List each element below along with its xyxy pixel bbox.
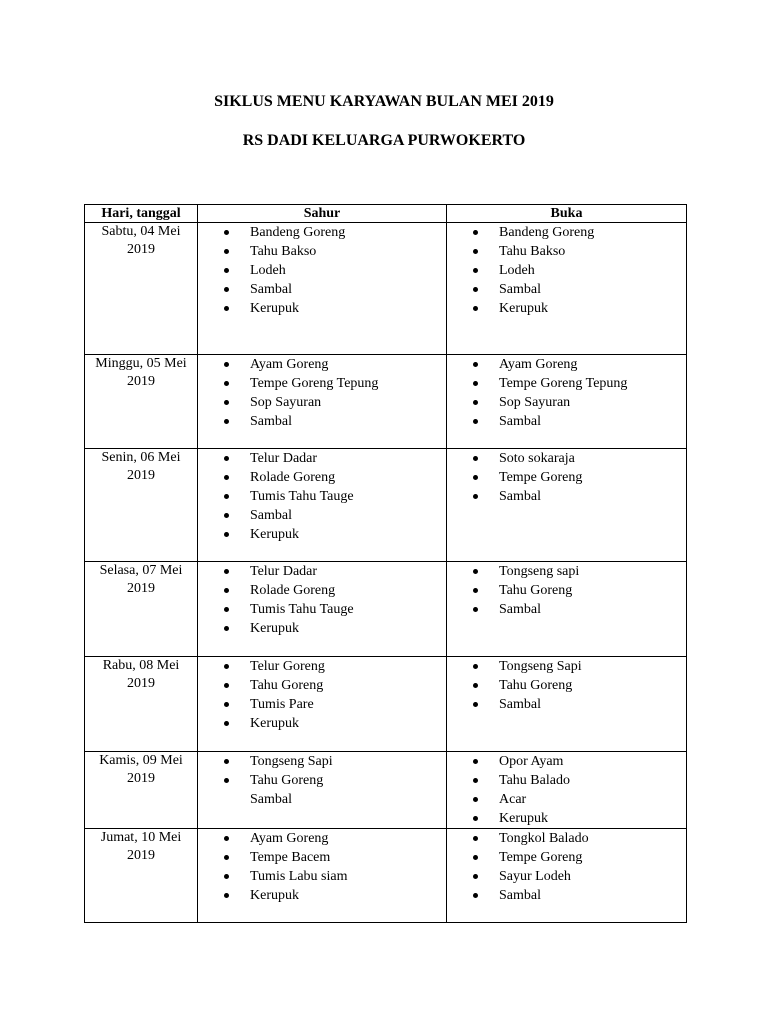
bullet-icon <box>224 456 229 461</box>
item-text: Kerupuk <box>250 301 299 316</box>
buka-list <box>447 752 686 828</box>
item-text: Sop Sayuran <box>499 395 571 410</box>
buka-cell <box>447 355 687 449</box>
list-item <box>224 714 446 733</box>
list-item <box>473 562 686 581</box>
buka-cell <box>447 657 687 752</box>
list-item <box>224 829 446 848</box>
header-buka: Buka <box>447 205 687 223</box>
bullet-icon <box>224 230 229 235</box>
list-item <box>224 355 446 374</box>
sahur-cell <box>198 657 447 752</box>
bullet-icon <box>224 569 229 574</box>
list-item <box>224 848 446 867</box>
day-text: Senin, 06 Mei <box>101 450 181 465</box>
bullet-icon <box>473 797 478 802</box>
bullet-icon <box>473 287 478 292</box>
list-item <box>224 468 446 487</box>
item-text: Kerupuk <box>250 527 299 542</box>
buka-list <box>447 449 686 506</box>
day-cell <box>85 829 198 923</box>
list-item <box>473 299 686 318</box>
bullet-icon <box>473 893 478 898</box>
bullet-icon <box>224 532 229 537</box>
item-text: Kerupuk <box>250 716 299 731</box>
item-text: Tahu Balado <box>499 773 570 788</box>
list-item <box>224 374 446 393</box>
item-text: Tahu Bakso <box>250 244 317 259</box>
item-text: Sambal <box>250 508 292 523</box>
list-item <box>224 261 446 280</box>
item-text: Soto sokaraja <box>499 451 575 466</box>
menu-table <box>84 204 687 923</box>
list-item <box>473 771 686 790</box>
sahur-list <box>198 355 446 431</box>
day-text: 2019 <box>127 374 155 389</box>
bullet-icon <box>224 494 229 499</box>
list-item <box>473 809 686 828</box>
sahur-list <box>198 829 446 905</box>
list-item <box>473 223 686 242</box>
list-item <box>473 676 686 695</box>
bullet-icon <box>473 664 478 669</box>
bullet-icon <box>473 475 478 480</box>
list-item <box>224 280 446 299</box>
sahur-cell <box>198 449 447 562</box>
list-item <box>473 468 686 487</box>
buka-list <box>447 223 686 318</box>
day-cell <box>85 223 198 355</box>
table-row <box>85 657 687 752</box>
bullet-icon <box>224 513 229 518</box>
item-text: Lodeh <box>250 263 286 278</box>
item-text: Kerupuk <box>250 621 299 636</box>
item-text: Sambal <box>250 792 292 807</box>
list-item <box>473 374 686 393</box>
bullet-icon <box>473 588 478 593</box>
list-item <box>224 449 446 468</box>
bullet-icon <box>224 683 229 688</box>
table-row <box>85 752 687 829</box>
buka-cell <box>447 829 687 923</box>
day-text: 2019 <box>127 242 155 257</box>
bullet-icon <box>224 249 229 254</box>
item-text: Telur Dadar <box>250 564 318 579</box>
sahur-list <box>198 223 446 318</box>
sahur-cell <box>198 562 447 657</box>
list-item <box>473 886 686 905</box>
bullet-icon <box>473 268 478 273</box>
bullet-icon <box>473 855 478 860</box>
item-text: Sambal <box>499 414 541 429</box>
item-text: Sambal <box>499 489 541 504</box>
list-item <box>224 867 446 886</box>
list-item <box>473 242 686 261</box>
day-text: Kamis, 09 Mei <box>99 753 183 768</box>
list-item <box>473 449 686 468</box>
list-item <box>473 752 686 771</box>
item-text: Tempe Bacem <box>250 850 331 865</box>
bullet-icon <box>224 588 229 593</box>
list-item <box>473 829 686 848</box>
item-text: Acar <box>499 792 527 807</box>
item-text: Tempe Goreng <box>499 470 583 485</box>
day-text: Selasa, 07 Mei <box>99 563 183 578</box>
item-text: Tempe Goreng Tepung <box>250 376 379 391</box>
item-text: Ayam Goreng <box>499 357 578 372</box>
bullet-icon <box>224 702 229 707</box>
list-item <box>473 581 686 600</box>
list-item <box>473 393 686 412</box>
sahur-list <box>198 449 446 544</box>
bullet-icon <box>224 626 229 631</box>
item-text: Sambal <box>250 414 292 429</box>
bullet-icon <box>224 475 229 480</box>
table-header-row <box>85 205 687 223</box>
bullet-icon <box>473 607 478 612</box>
item-text: Tongseng Sapi <box>499 659 582 674</box>
item-text: Tahu Goreng <box>499 678 573 693</box>
item-text: Bandeng Goreng <box>250 225 346 240</box>
item-text: Sambal <box>499 697 541 712</box>
item-text: Tongseng sapi <box>499 564 580 579</box>
list-item <box>224 299 446 318</box>
buka-cell <box>447 752 687 829</box>
buka-list <box>447 829 686 905</box>
list-item <box>473 600 686 619</box>
table-row <box>85 829 687 923</box>
day-text: Sabtu, 04 Mei <box>101 224 181 239</box>
bullet-icon <box>224 306 229 311</box>
sahur-list <box>198 752 446 809</box>
day-text: 2019 <box>127 771 155 786</box>
bullet-icon <box>473 249 478 254</box>
bullet-icon <box>224 381 229 386</box>
item-text: Sambal <box>250 282 292 297</box>
item-text: Rolade Goreng <box>250 470 336 485</box>
sahur-list <box>198 562 446 638</box>
item-text: Telur Dadar <box>250 451 318 466</box>
sahur-list <box>198 657 446 733</box>
bullet-icon <box>473 230 478 235</box>
bullet-icon <box>473 456 478 461</box>
day-text: Jumat, 10 Mei <box>100 830 182 845</box>
list-item <box>473 657 686 676</box>
list-item <box>473 261 686 280</box>
item-text: Kerupuk <box>499 301 548 316</box>
item-text: Sayur Lodeh <box>499 869 571 884</box>
bullet-icon <box>473 759 478 764</box>
buka-cell <box>447 449 687 562</box>
item-text: Tempe Goreng Tepung <box>499 376 628 391</box>
list-item <box>224 790 446 809</box>
item-text: Sambal <box>499 282 541 297</box>
bullet-icon <box>224 893 229 898</box>
item-text: Tumis Tahu Tauge <box>250 602 354 617</box>
bullet-icon <box>473 362 478 367</box>
bullet-icon <box>224 721 229 726</box>
header-sahur: Sahur <box>198 205 447 223</box>
list-item <box>224 600 446 619</box>
item-text: Ayam Goreng <box>250 357 329 372</box>
list-item <box>224 506 446 525</box>
bullet-icon <box>473 816 478 821</box>
buka-cell <box>447 562 687 657</box>
list-item <box>224 619 446 638</box>
bullet-icon <box>224 362 229 367</box>
document-subtitle: RS DADI KELUARGA PURWOKERTO <box>242 132 526 149</box>
document-title: SIKLUS MENU KARYAWAN BULAN MEI 2019 <box>214 93 554 110</box>
bullet-icon <box>224 836 229 841</box>
item-text: Tahu Goreng <box>250 773 324 788</box>
list-item <box>473 412 686 431</box>
day-cell <box>85 562 198 657</box>
bullet-icon <box>473 874 478 879</box>
sahur-cell <box>198 829 447 923</box>
list-item <box>224 242 446 261</box>
item-text: Sambal <box>499 888 541 903</box>
item-text: Tahu Goreng <box>499 583 573 598</box>
day-text: 2019 <box>127 468 155 483</box>
day-text: 2019 <box>127 581 155 596</box>
list-item <box>473 695 686 714</box>
table-row <box>85 449 687 562</box>
list-item <box>224 412 446 431</box>
table-row <box>85 562 687 657</box>
bullet-icon <box>224 855 229 860</box>
list-item <box>473 867 686 886</box>
day-cell <box>85 449 198 562</box>
item-text: Tongkol Balado <box>499 831 589 846</box>
list-item <box>473 790 686 809</box>
item-text: Rolade Goreng <box>250 583 336 598</box>
table-row <box>85 355 687 449</box>
item-text: Tahu Goreng <box>250 678 324 693</box>
bullet-icon <box>473 494 478 499</box>
list-item <box>224 676 446 695</box>
bullet-icon <box>473 569 478 574</box>
item-text: Tumis Tahu Tauge <box>250 489 354 504</box>
item-text: Tongseng Sapi <box>250 754 333 769</box>
table-body <box>85 223 687 923</box>
item-text: Telur Goreng <box>250 659 325 674</box>
day-cell <box>85 355 198 449</box>
item-text: Sambal <box>499 602 541 617</box>
list-item <box>224 487 446 506</box>
item-text: Kerupuk <box>499 811 548 826</box>
list-item <box>224 752 446 771</box>
item-text: Tahu Bakso <box>499 244 566 259</box>
day-cell <box>85 752 198 829</box>
list-item <box>224 393 446 412</box>
bullet-icon <box>224 778 229 783</box>
item-text: Tempe Goreng <box>499 850 583 865</box>
bullet-icon <box>473 400 478 405</box>
item-text: Kerupuk <box>250 888 299 903</box>
buka-list <box>447 562 686 619</box>
table-row <box>85 223 687 355</box>
list-item <box>224 657 446 676</box>
sahur-cell <box>198 355 447 449</box>
bullet-icon <box>473 836 478 841</box>
day-cell <box>85 657 198 752</box>
bullet-icon <box>473 419 478 424</box>
day-text: Minggu, 05 Mei <box>95 356 187 371</box>
list-item <box>224 223 446 242</box>
item-text: Tumis Pare <box>250 697 314 712</box>
bullet-icon <box>224 287 229 292</box>
sahur-cell <box>198 752 447 829</box>
buka-list <box>447 355 686 431</box>
day-text: 2019 <box>127 676 155 691</box>
bullet-icon <box>473 683 478 688</box>
bullet-icon <box>473 702 478 707</box>
item-text: Tumis Labu siam <box>250 869 348 884</box>
day-text: Rabu, 08 Mei <box>102 658 180 673</box>
bullet-icon <box>473 778 478 783</box>
item-text: Sop Sayuran <box>250 395 322 410</box>
bullet-icon <box>224 874 229 879</box>
list-item <box>473 280 686 299</box>
bullet-icon <box>473 381 478 386</box>
bullet-icon <box>473 306 478 311</box>
buka-list <box>447 657 686 714</box>
bullet-icon <box>224 400 229 405</box>
list-item <box>224 695 446 714</box>
list-item <box>224 886 446 905</box>
list-item <box>224 771 446 790</box>
item-text: Ayam Goreng <box>250 831 329 846</box>
item-text: Bandeng Goreng <box>499 225 595 240</box>
item-text: Opor Ayam <box>499 754 564 769</box>
header-day: Hari, tanggal <box>85 205 198 223</box>
bullet-icon <box>224 664 229 669</box>
bullet-icon <box>224 759 229 764</box>
bullet-icon <box>224 419 229 424</box>
list-item <box>224 562 446 581</box>
buka-cell <box>447 223 687 355</box>
bullet-icon <box>224 607 229 612</box>
list-item <box>224 581 446 600</box>
bullet-icon <box>224 268 229 273</box>
item-text: Lodeh <box>499 263 535 278</box>
day-text: 2019 <box>127 848 155 863</box>
sahur-cell <box>198 223 447 355</box>
list-item <box>473 355 686 374</box>
list-item <box>473 487 686 506</box>
list-item <box>224 525 446 544</box>
list-item <box>473 848 686 867</box>
